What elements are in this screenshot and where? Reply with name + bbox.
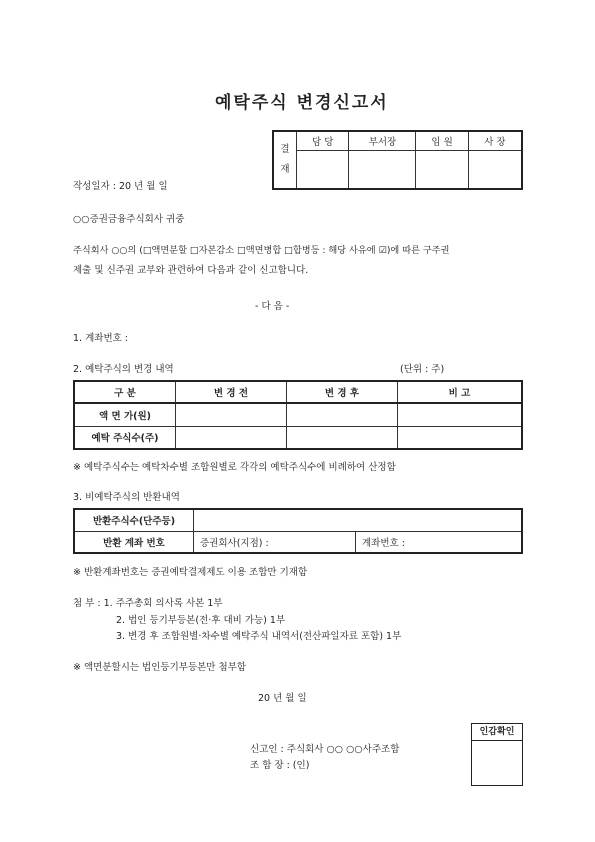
change-table xyxy=(73,380,523,450)
row-label-return-account: 반환 계좌 번호 xyxy=(74,531,194,553)
approval-sign-3[interactable] xyxy=(416,150,468,189)
col-header-after: 변 경 후 xyxy=(287,381,398,403)
note-return-account: ※ 반환계좌번호는 증권예탁결제제도 이용 조합만 기재함 xyxy=(73,567,308,578)
date-line: 작성일자 : 20 년 월 일 xyxy=(73,181,168,192)
cell-par-before[interactable] xyxy=(176,403,287,426)
approval-side-label-1: 결 xyxy=(280,144,290,155)
approval-sign-1[interactable] xyxy=(297,150,349,189)
seal-confirm-label: 인감확인 xyxy=(472,724,522,741)
cell-shares-remarks[interactable] xyxy=(398,426,523,449)
row-label-share-count: 예탁 주식수(주) xyxy=(74,426,176,449)
approval-table xyxy=(272,130,523,190)
col-header-before: 변 경 전 xyxy=(176,381,287,403)
approval-header-1: 담 당 xyxy=(297,131,349,150)
seal-confirm-box[interactable] xyxy=(471,723,523,786)
attachment-1: 첨 부 : 1. 주주총회 의사록 사본 1부 xyxy=(73,598,223,609)
approval-sign-4[interactable] xyxy=(468,150,522,189)
heading-da: - 다 음 - xyxy=(255,301,290,312)
col-header-category: 구 분 xyxy=(74,381,176,403)
cell-par-after[interactable] xyxy=(287,403,398,426)
body-line-1: 주식회사 ○○의 (□액면분할 □자본감소 □액면병합 □합병등 : 해당 사유에 ☑)에 따른 구주권 xyxy=(73,245,450,256)
item-non-deposit-return: 3. 비예탁주식의 반환내역 xyxy=(73,492,180,503)
bottom-date: 20 년 월 일 xyxy=(258,693,307,704)
approval-header-4: 사 장 xyxy=(468,131,522,150)
col-header-remarks: 비 고 xyxy=(398,381,523,403)
reporter-line: 신고인 : 주식회사 ○○ ○○사주조합 xyxy=(250,744,400,755)
item-account-number: 1. 계좌번호 : xyxy=(73,333,129,344)
cell-broker-branch[interactable]: 증권회사(지점) : xyxy=(194,531,356,553)
cell-shares-before[interactable] xyxy=(176,426,287,449)
recipient: ○○증권금융주식회사 귀중 xyxy=(73,214,185,225)
union-head-line: 조 합 장 : (인) xyxy=(250,760,310,771)
approval-header-3: 임 원 xyxy=(416,131,468,150)
document-title: 예탁주식 변경신고서 xyxy=(215,93,389,113)
attachment-3: 3. 변경 후 조합원별·차수별 예탁주식 내역서(전산파일자료 포함) 1부 xyxy=(116,631,402,642)
cell-return-shares[interactable] xyxy=(194,509,523,531)
approval-side-label xyxy=(273,131,297,189)
row-label-par-value: 액 면 가(원) xyxy=(74,403,176,426)
cell-account-number[interactable]: 계좌번호 : xyxy=(356,531,523,553)
note-split: ※ 액면분할시는 법인등기부등본만 첨부함 xyxy=(73,662,247,673)
note-share-count: ※ 예탁주식수는 예탁차수별 조합원별로 각각의 예탁주식수에 비례하여 산정함 xyxy=(73,462,396,473)
attachment-2: 2. 법인 등기부등본(전·후 대비 가능) 1부 xyxy=(116,615,286,626)
row-label-return-shares: 반환주식수(단주등) xyxy=(74,509,194,531)
body-line-2: 제출 및 신주권 교부와 관련하여 다음과 같이 신고합니다. xyxy=(73,265,309,276)
cell-par-remarks[interactable] xyxy=(398,403,523,426)
approval-header-2: 부서장 xyxy=(349,131,416,150)
cell-shares-after[interactable] xyxy=(287,426,398,449)
return-table xyxy=(73,508,523,554)
item-change-details: 2. 예탁주식의 변경 내역 xyxy=(73,364,174,375)
approval-side-label-2: 재 xyxy=(280,164,290,175)
approval-sign-2[interactable] xyxy=(349,150,416,189)
unit-label: (단위 : 주) xyxy=(400,364,445,375)
